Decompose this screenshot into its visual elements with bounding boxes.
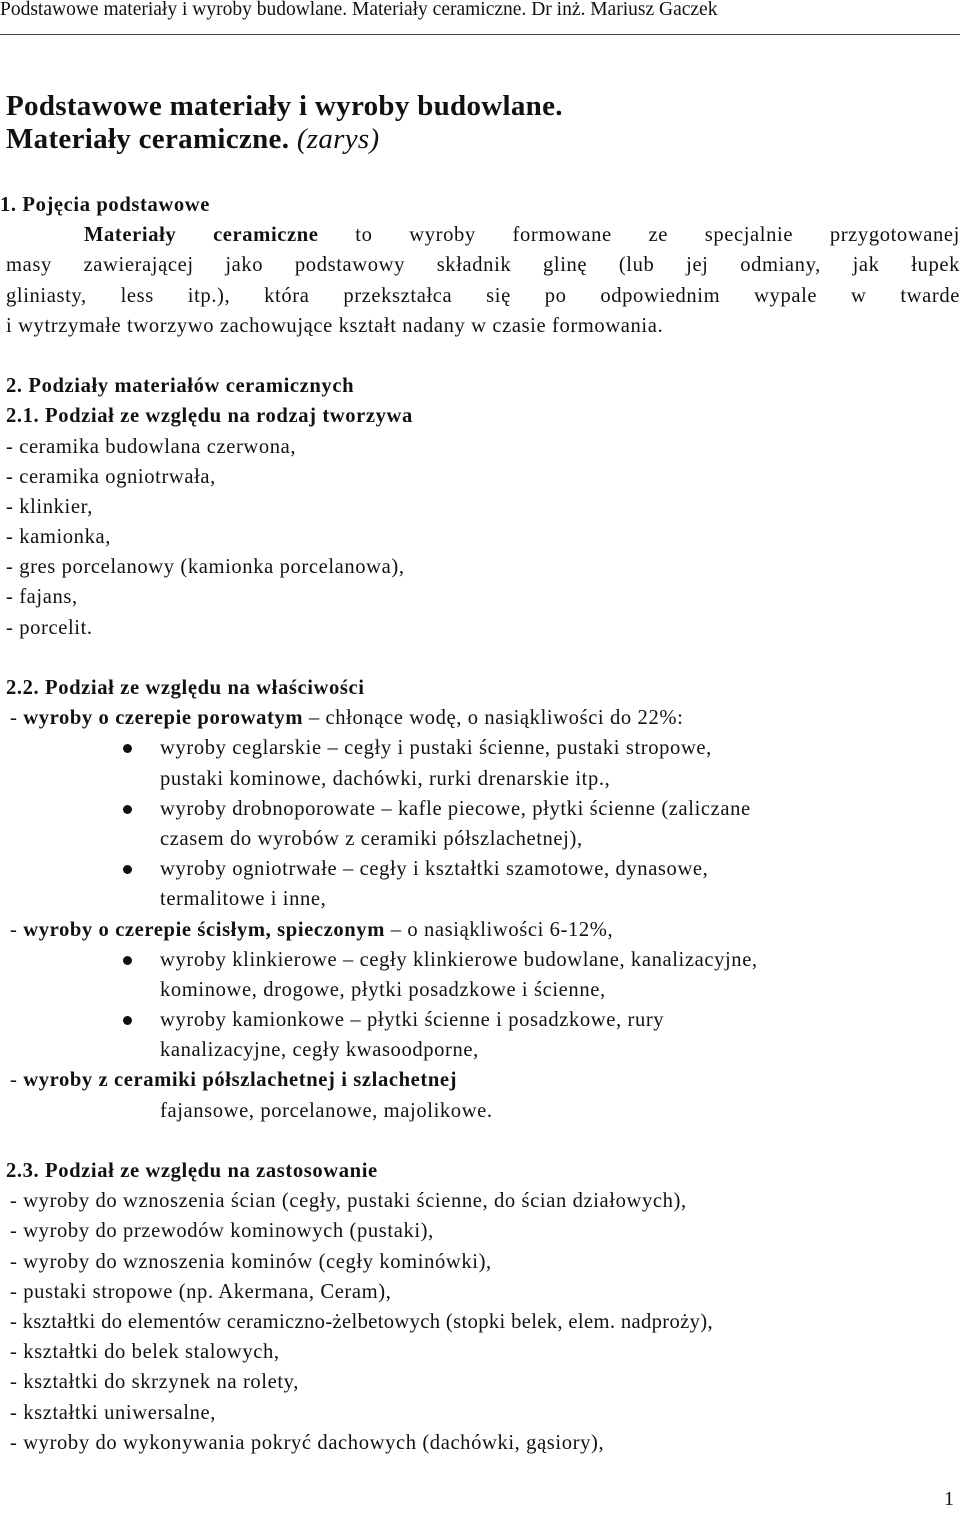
bullet-continuation: pustaki kominowe, dachówki, rurki drenarskie itp.,: [160, 767, 611, 790]
header-divider: [0, 34, 960, 35]
section-1-line-3: gliniasty, less itp.), która przekształca się po odpowiednim wypale w twarde: [6, 284, 960, 307]
group-porowaty: - wyroby o czerepie porowatym – chłonące wodę, o nasiąkliwości do 22%:: [10, 707, 684, 730]
spacer: [0, 643, 960, 673]
title-subtitle: (zarys): [296, 123, 380, 155]
section-2-heading: 2. Podziały materiałów ceramicznych: [6, 375, 355, 398]
list-item: - wyroby do przewodów kominowych (pustaki),: [10, 1220, 434, 1243]
title-line-2: Materiały ceramiczne. (zarys): [6, 123, 380, 155]
list-item: - kształtki do elementów ceramiczno-żelbetowych (stopki belek, elem. nadproży),: [10, 1310, 713, 1333]
list-item: - porcelit.: [6, 616, 93, 639]
list-item: - kształtki do belek stalowych,: [10, 1341, 280, 1364]
list-item: - ceramika budowlana czerwona,: [6, 435, 297, 458]
section-2-1-heading: 2.1. Podział ze względu na rodzaj tworzywa: [6, 405, 413, 428]
list-item: - wyroby do wznoszenia kominów (cegły kominówki),: [10, 1250, 492, 1273]
group-szlachetna: - wyroby z ceramiki półszlachetnej i szlachetnej: [10, 1069, 458, 1092]
section-1-line-1: Materiały ceramiczne to wyroby formowane ze specjalnie przygotowanej: [84, 224, 960, 247]
document-body: [0, 190, 960, 1458]
page-number: 1: [944, 1488, 954, 1510]
section-1-line-2: masy zawierającej jako podstawowy składnik glinę (lub jej odmiany, jak łupek: [6, 254, 960, 277]
group-spieczony: - wyroby o czerepie ścisłym, spieczonym – o nasiąkliwości 6-12%,: [10, 918, 614, 941]
term-materialy-ceramiczne: Materiały ceramiczne: [84, 224, 319, 247]
list-item: - kamionka,: [6, 526, 111, 549]
bullet-item: wyroby klinkierowe – cegły klinkierowe budowlane, kanalizacyjne,: [0, 945, 960, 975]
bullet-continuation: czasem do wyrobów z ceramiki półszlachetnej),: [160, 827, 583, 850]
section-1-heading: 1. Pojęcia podstawowe: [0, 194, 210, 216]
page-title: [6, 90, 563, 156]
list-item: - wyroby do wznoszenia ścian (cegły, pustaki ścienne, do ścian działowych),: [10, 1190, 687, 1213]
bullet-item: wyroby ogniotrwałe – cegły i kształtki szamotowe, dynasowe,: [0, 854, 960, 884]
list-item: - kształtki uniwersalne,: [10, 1401, 216, 1424]
spacer: [0, 341, 960, 371]
bullet-dot-icon: [123, 956, 132, 965]
bullet-dot-icon: [123, 744, 132, 753]
bullet-item: wyroby drobnoporowate – kafle piecowe, płytki ścienne (zaliczane: [0, 794, 960, 824]
bullet-dot-icon: [123, 865, 132, 874]
group-porowaty-label: wyroby o czerepie porowatym: [23, 707, 304, 730]
spacer: [0, 1126, 960, 1156]
header-text: Podstawowe materiały i wyroby budowlane. Materiały ceramiczne. Dr inż. Mariusz Gaczek: [0, 0, 718, 20]
list-item: - kształtki do skrzynek na rolety,: [10, 1371, 299, 1394]
list-item: - ceramika ogniotrwała,: [6, 465, 216, 488]
bullet-item: wyroby kamionkowe – płytki ścienne i posadzkowe, rury: [0, 1005, 960, 1035]
list-item: - wyroby do wykonywania pokryć dachowych (dachówki, gąsiory),: [10, 1431, 605, 1454]
list-tworzywo: [0, 432, 960, 643]
list-item: - klinkier,: [6, 495, 93, 518]
bullet-continuation: kominowe, drogowe, płytki posadzkowe i ścienne,: [160, 978, 606, 1001]
list-item: - gres porcelanowy (kamionka porcelanowa),: [6, 556, 405, 579]
group-szlachetna-label: wyroby z ceramiki półszlachetnej i szlachetnej: [23, 1069, 458, 1092]
title-line-1: Podstawowe materiały i wyroby budowlane.: [6, 90, 563, 122]
list-item: - pustaki stropowe (np. Akermana, Ceram),: [10, 1280, 392, 1303]
section-2-2-heading: 2.2. Podział ze względu na właściwości: [6, 677, 365, 699]
bullet-dot-icon: [123, 1016, 132, 1025]
section-2-3-heading: 2.3. Podział ze względu na zastosowanie: [6, 1160, 378, 1182]
bullet-item: wyroby ceglarskie – cegły i pustaki ścienne, pustaki stropowe,: [0, 733, 960, 763]
bullet-dot-icon: [123, 805, 132, 814]
group-spieczony-label: wyroby o czerepie ścisłym, spieczonym: [23, 918, 385, 941]
group-szlachetna-continuation: fajansowe, porcelanowe, majolikowe.: [160, 1099, 493, 1122]
list-zastosowanie: [0, 1186, 960, 1458]
bullet-continuation: kanalizacyjne, cegły kwasoodporne,: [160, 1039, 479, 1062]
section-1-line-4: i wytrzymałe tworzywo zachowujące kształt nadany w czasie formowania.: [6, 314, 664, 337]
page-header: [0, 0, 960, 36]
list-item: - fajans,: [6, 586, 78, 609]
bullet-continuation: termalitowe i inne,: [160, 888, 327, 911]
